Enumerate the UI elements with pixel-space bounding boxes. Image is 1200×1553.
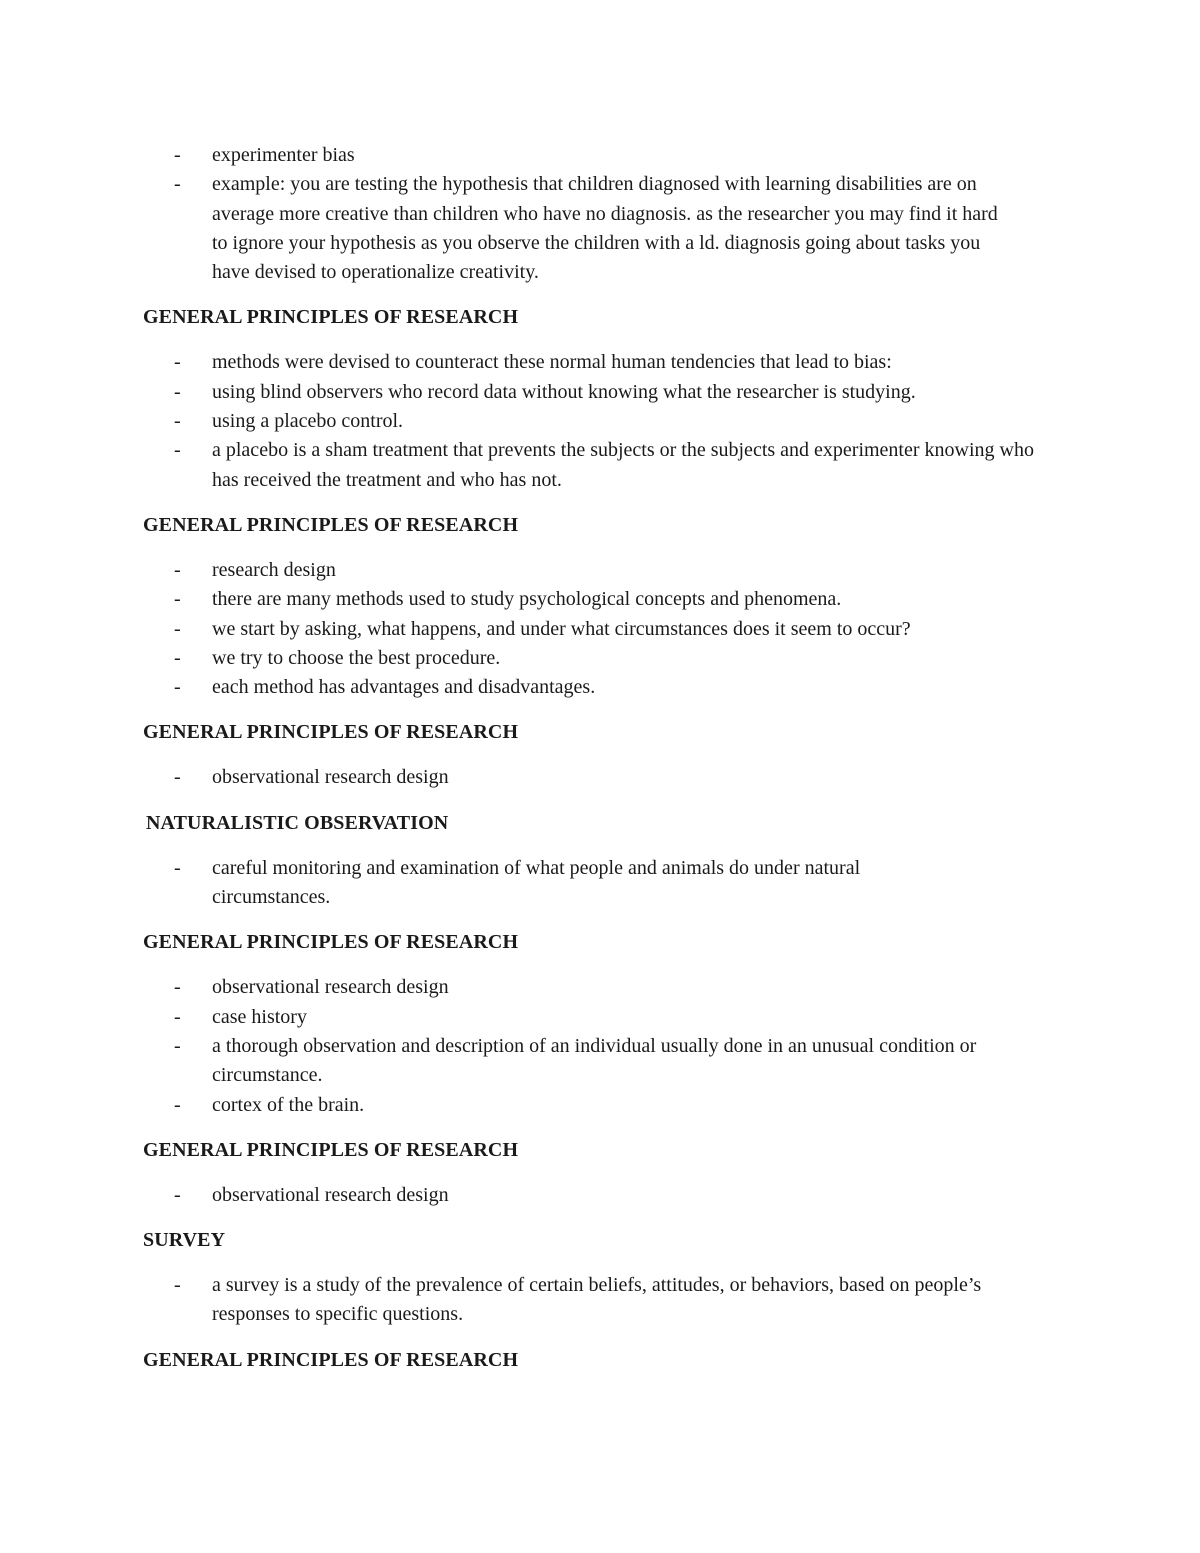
bullet-dash: - <box>174 439 181 462</box>
section-heading: GENERAL PRINCIPLES OF RESEARCH <box>143 1348 519 1371</box>
bullet-dash: - <box>174 173 181 196</box>
bullet-dash: - <box>174 646 181 669</box>
bullet-dash: - <box>174 558 181 581</box>
list-item: - we try to choose the best procedure. <box>143 644 1063 673</box>
list-item: - case history <box>143 1003 1063 1032</box>
list-item: - using a placebo control. <box>143 407 1063 436</box>
bullet-dash: - <box>174 856 181 879</box>
bullet-list <box>143 556 1063 702</box>
bullet-dash: - <box>174 617 181 640</box>
bullet-dash: - <box>174 1005 181 1028</box>
list-item: - observational research design <box>143 973 1063 1002</box>
list-item: - we start by asking, what happens, and under what circumstances does it seem to occur? <box>143 615 1063 644</box>
bullet-dash: - <box>174 1093 181 1116</box>
list-item: - a survey is a study of the prevalence of certain beliefs, attitudes, or behaviors, based on people’s responses to specific questions. <box>143 1271 1063 1330</box>
list-item: - observational research design <box>143 763 1063 792</box>
list-item: - using blind observers who record data without knowing what the researcher is studying. <box>143 378 1063 407</box>
bullet-dash: - <box>174 676 181 699</box>
bullet-dash: - <box>174 144 181 166</box>
list-item: - a thorough observation and description of an individual usually done in an unusual condition or circumstance. <box>143 1032 1063 1091</box>
bullet-dash: - <box>174 1274 181 1297</box>
list-item: - each method has advantages and disadvantages. <box>143 673 1063 702</box>
list-item: - methods were devised to counteract these normal human tendencies that lead to bias: <box>143 348 1063 377</box>
list-item: - observational research design <box>143 1181 1063 1210</box>
list-item: - there are many methods used to study psychological concepts and phenomena. <box>143 585 1063 614</box>
list-item: - a placebo is a sham treatment that prevents the subjects or the subjects and experimenter knowing who has received the treatment and who has not. <box>143 436 1063 495</box>
list-item: - experimenter bias <box>143 141 1063 170</box>
bullet-dash: - <box>174 380 181 403</box>
section-heading: SURVEY <box>143 1229 226 1252</box>
list-item: - careful monitoring and examination of what people and animals do under natural circumstances. <box>143 854 1063 913</box>
section-heading: GENERAL PRINCIPLES OF RESEARCH <box>143 721 519 744</box>
section-heading: GENERAL PRINCIPLES OF RESEARCH <box>143 306 519 329</box>
bullet-dash: - <box>174 351 181 374</box>
bullet-dash: - <box>174 1183 181 1206</box>
bullet-list <box>143 348 1063 494</box>
list-item: - research design <box>143 556 1063 585</box>
bullet-list <box>143 763 1063 792</box>
bullet-list <box>143 973 1063 1119</box>
bullet-list <box>143 854 1063 913</box>
bullet-list <box>143 141 1063 287</box>
bullet-dash: - <box>174 976 181 999</box>
bullet-dash: - <box>174 766 181 789</box>
bullet-dash: - <box>174 410 181 433</box>
bullet-list <box>143 1271 1063 1330</box>
list-item: - example: you are testing the hypothesis that children diagnosed with learning disabilities are on average more creative than children who have no diagnosis. as the researcher you may find it hard to ignore your hypothesis as you observe the children with a ld. diagnosis going about tasks you have devised to operationalize creativity. <box>143 170 1063 287</box>
list-item: - cortex of the brain. <box>143 1091 1063 1120</box>
section-heading: GENERAL PRINCIPLES OF RESEARCH <box>143 513 519 536</box>
section-heading: NATURALISTIC OBSERVATION <box>146 811 449 834</box>
section-heading: GENERAL PRINCIPLES OF RESEARCH <box>143 1138 519 1161</box>
bullet-dash: - <box>174 588 181 611</box>
section-heading: GENERAL PRINCIPLES OF RESEARCH <box>143 931 519 954</box>
document-body <box>143 141 1063 1375</box>
bullet-dash: - <box>174 1034 181 1057</box>
bullet-list <box>143 1181 1063 1210</box>
